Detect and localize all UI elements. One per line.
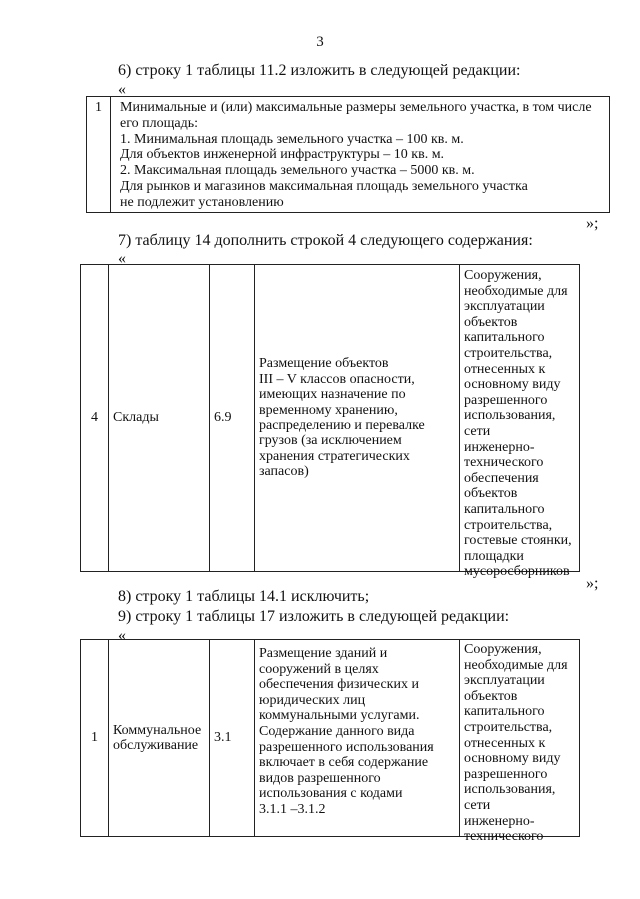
item8-text: 8) строку 1 таблицы 14.1 исключить; bbox=[118, 588, 370, 605]
aux-line: объектов bbox=[464, 688, 518, 704]
row-auxiliary bbox=[459, 264, 580, 580]
row-description bbox=[254, 639, 460, 837]
aux-line: объектов bbox=[464, 314, 518, 330]
desc-line: запасов) bbox=[259, 464, 309, 480]
desc-line: 3.1.1 –3.1.2 bbox=[259, 801, 326, 817]
aux-line: необходимые для bbox=[464, 657, 568, 673]
row-number bbox=[80, 264, 109, 572]
aux-line: эксплуатации bbox=[464, 673, 545, 689]
desc-line: III – V классов опасности, bbox=[259, 371, 415, 387]
aux-line: разрешенного bbox=[464, 392, 548, 408]
aux-line: гостевые стоянки, bbox=[464, 533, 572, 549]
row-description bbox=[254, 264, 460, 572]
item6-close-quote: »; bbox=[586, 215, 599, 232]
item6-heading: 6) строку 1 таблицы 11.2 изложить в следующей редакции: bbox=[118, 62, 521, 79]
row-code-text: 3.1 bbox=[214, 730, 232, 746]
aux-line: строительства, bbox=[464, 719, 553, 735]
item9-heading: 9) строку 1 таблицы 17 изложить в следующей редакции: bbox=[118, 608, 510, 625]
row-name bbox=[108, 264, 210, 572]
desc-line: грузов (за исключением bbox=[259, 433, 402, 449]
desc-line: хранения стратегических bbox=[259, 448, 410, 464]
row-number bbox=[80, 639, 109, 837]
aux-line: эксплуатации bbox=[464, 299, 545, 315]
row-line: его площадь: bbox=[120, 115, 198, 131]
row-number-text: 4 bbox=[91, 410, 98, 426]
aux-line: необходимые для bbox=[464, 283, 568, 299]
row-name bbox=[108, 639, 210, 837]
desc-line: юридических лиц bbox=[259, 692, 366, 708]
aux-line: отнесенных к bbox=[464, 735, 546, 751]
row-number-text: 1 bbox=[91, 730, 98, 746]
aux-line: капитального bbox=[464, 330, 545, 346]
item6-open-quote: « bbox=[118, 81, 126, 98]
aux-line: технического bbox=[464, 829, 544, 845]
desc-line: сооружений в целях bbox=[259, 661, 379, 677]
row-line: Минимальные и (или) максимальные размеры земельного участка, в том числе bbox=[120, 100, 592, 115]
row-line: 2. Максимальная площадь земельного участка – 5000 кв. м. bbox=[120, 163, 475, 179]
aux-line: мусоросборников bbox=[464, 564, 570, 580]
aux-line: объектов bbox=[464, 486, 518, 502]
aux-line: строительства, bbox=[464, 517, 553, 533]
aux-line: отнесенных к bbox=[464, 361, 546, 377]
aux-line: инженерно- bbox=[464, 813, 535, 829]
item9-open-quote: « bbox=[118, 627, 126, 644]
row-name-text: Склады bbox=[113, 410, 159, 426]
name-line: Коммунальное bbox=[113, 722, 202, 738]
desc-line: использования с кодами bbox=[259, 786, 403, 802]
desc-line: коммунальными услугами. bbox=[259, 708, 420, 724]
row-line: Для объектов инженерной инфраструктуры – 10 кв. м. bbox=[120, 147, 445, 163]
row-code bbox=[209, 264, 255, 572]
desc-line: видов разрешенного bbox=[259, 770, 381, 786]
aux-line: основному виду bbox=[464, 751, 561, 767]
desc-line: Содержание данного вида bbox=[259, 723, 415, 739]
aux-line: Сооружения, bbox=[464, 268, 542, 283]
aux-line: основному виду bbox=[464, 377, 561, 393]
aux-line: инженерно- bbox=[464, 439, 535, 455]
row-line: 1. Минимальная площадь земельного участка – 100 кв. м. bbox=[120, 131, 464, 147]
desc-line: включает в себя содержание bbox=[259, 755, 429, 771]
item7-close-quote: »; bbox=[586, 575, 599, 592]
aux-line: капитального bbox=[464, 704, 545, 720]
row-number: 1 bbox=[87, 97, 111, 212]
aux-line: технического bbox=[464, 455, 544, 471]
aux-line: капитального bbox=[464, 501, 545, 517]
desc-line: временному хранению, bbox=[259, 402, 398, 418]
desc-line: Размещение объектов bbox=[259, 356, 389, 372]
desc-line: разрешенного использования bbox=[259, 739, 434, 755]
desc-line: имеющих назначение по bbox=[259, 387, 406, 403]
table-11-2-row bbox=[86, 96, 610, 213]
aux-line: использования, сети bbox=[464, 408, 556, 439]
row-text bbox=[120, 100, 600, 211]
item7-open-quote: « bbox=[118, 250, 126, 267]
row-auxiliary bbox=[459, 639, 580, 845]
aux-line: использования, сети bbox=[464, 782, 556, 813]
item7-heading: 7) таблицу 14 дополнить строкой 4 следующего содержания: bbox=[118, 232, 533, 249]
row-line: не подлежит установлению bbox=[120, 194, 284, 210]
row-line: Для рынков и магазинов максимальная площадь земельного участка bbox=[120, 178, 528, 194]
aux-line: разрешенного bbox=[464, 766, 548, 782]
name-line: обслуживание bbox=[113, 738, 199, 753]
aux-line: Сооружения, bbox=[464, 642, 542, 657]
aux-line: обеспечения bbox=[464, 470, 539, 486]
aux-line: строительства, bbox=[464, 345, 553, 361]
page-number: 3 bbox=[316, 34, 324, 50]
desc-line: обеспечения физических и bbox=[259, 677, 419, 693]
row-code bbox=[209, 639, 255, 837]
desc-line: Размещение зданий и bbox=[259, 646, 388, 661]
aux-line: площадки bbox=[464, 548, 524, 564]
row-code-text: 6.9 bbox=[214, 410, 232, 426]
desc-line: распределению и перевалке bbox=[259, 418, 425, 433]
